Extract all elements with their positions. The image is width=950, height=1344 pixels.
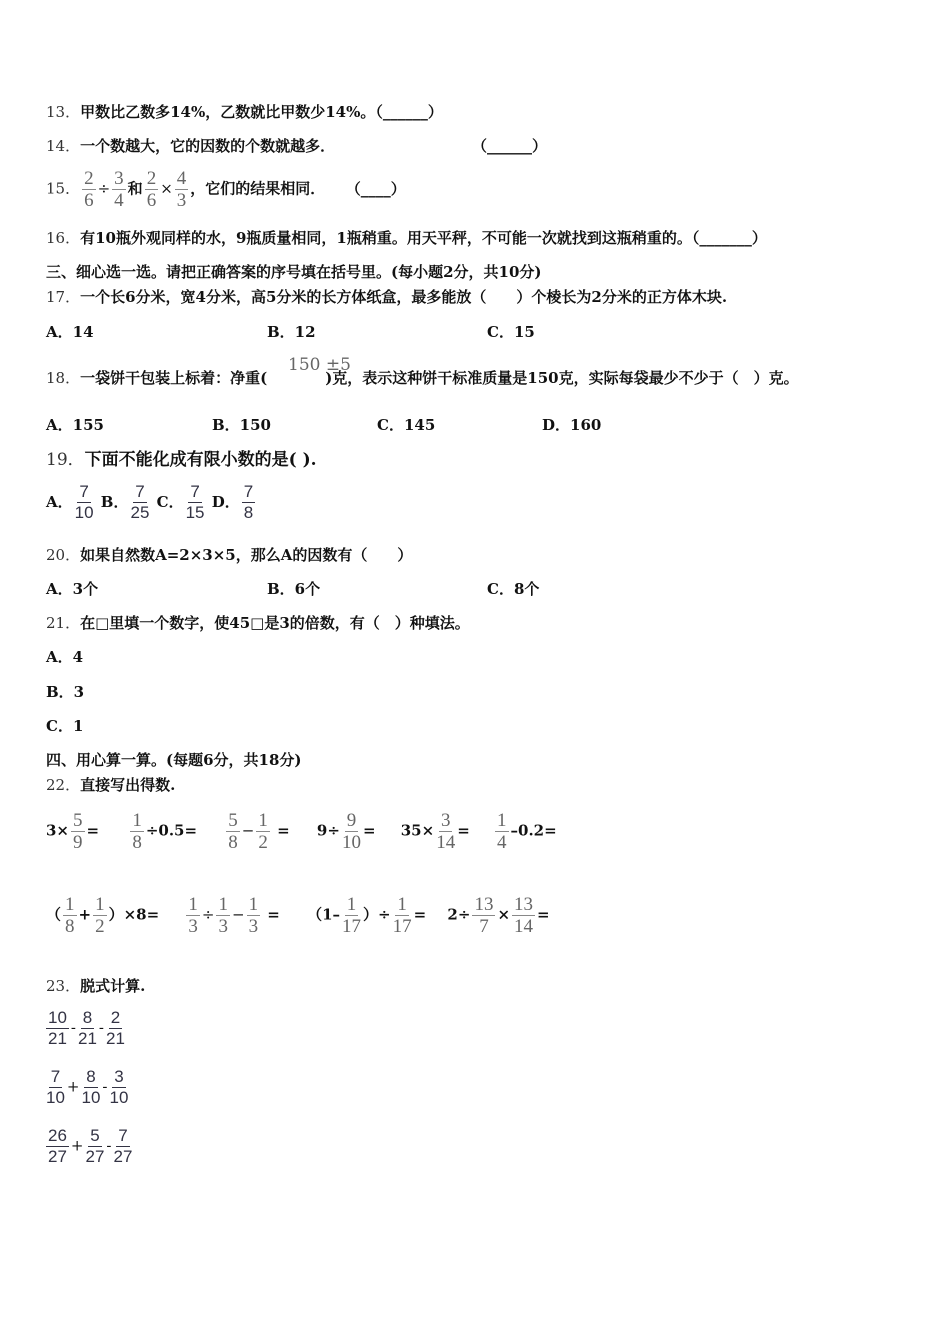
expr-text: 2÷ [447,905,471,924]
numerator: 7 [79,482,89,501]
denominator: 3 [248,916,259,937]
fraction [393,894,412,937]
question-14 [46,136,548,156]
numerator: 5 [228,810,238,831]
expr-text: ÷0.5= [145,821,198,840]
fraction [114,1126,133,1167]
options-19 [46,482,257,523]
denominator: 27 [85,1147,105,1166]
numerator: 8 [82,1008,93,1027]
fraction [175,168,189,211]
question-15 [46,168,406,211]
numerator: 4 [176,168,187,189]
question-13 [46,102,443,122]
numerator: 1 [218,894,228,915]
question-text: 有10瓶外观同样的水，9瓶质量相同，1瓶稍重。用天平秤，不可能一次就找到这瓶稍重的。（_______） [80,229,767,247]
numerator: 10 [48,1008,67,1027]
question-18 [46,368,799,388]
question-text: 脱式计算. [80,977,146,995]
denominator: 10 [109,1088,129,1107]
fraction [512,894,535,937]
fraction [130,482,149,523]
question-text: 直接写出得数. [80,776,176,794]
fraction [472,894,495,937]
denominator: 8 [228,832,238,853]
fraction [78,1008,97,1049]
expr-text: ）×8= [108,905,160,924]
question-text: 甲数比乙数多14%，乙数就比甲数少14%。（______） [80,103,443,121]
tolerance-value: 150 ±5 [288,355,351,375]
option-d[interactable] [211,482,257,522]
denominator: 4 [497,832,507,853]
fraction [86,1126,105,1167]
fraction [226,810,240,853]
numerator: 5 [90,1126,100,1145]
operator: - [102,1077,108,1096]
denominator: 27 [113,1147,133,1166]
operator: + [70,1136,84,1155]
option-c[interactable]: C．1 [46,717,84,735]
question-text: 在□里填一个数字，使45□是3的倍数，有（ ）种填法。 [80,614,470,632]
question-text: 一个数越大，它的因数的个数就越多． [80,137,336,155]
question-text: )克，表示这种饼干标准质量是150克，实际每袋最少不少于（ ）克。 [325,369,799,387]
question-text: 和 [127,179,143,198]
question-number: 23． [46,977,81,995]
numerator: 1 [95,894,105,915]
section-heading-3: 三、细心选一选。请把正确答案的序号填在括号里。(每小题2分，共10分) [46,263,542,281]
denominator: 3 [176,190,187,211]
question-22 [46,775,175,795]
question-number: 16． [46,229,81,247]
option-a[interactable]: A．4 [46,648,84,666]
numerator: 7 [50,1067,61,1086]
denominator: 21 [106,1029,125,1048]
numerator: 13 [514,894,534,915]
question-21 [46,613,470,633]
denominator: 17 [342,916,362,937]
fraction [216,894,230,937]
denominator: 17 [392,916,412,937]
expression-1 [44,1008,127,1049]
denominator: 8 [243,503,254,522]
numerator: 1 [258,810,268,831]
fraction [110,1067,129,1108]
option-c[interactable]: C．145 [377,416,436,434]
numerator: 7 [243,482,254,501]
denominator: 25 [130,503,150,522]
expr-text: 35× [400,821,435,840]
fraction [256,810,270,853]
expr-text: = [537,905,550,924]
denominator: 15 [185,503,205,522]
denominator: 7 [479,916,489,937]
operator: - [106,1136,112,1155]
expression-3 [44,1126,134,1167]
denominator: 27 [48,1147,67,1166]
question-number: 20． [46,546,81,564]
denominator: 10 [46,1088,65,1107]
option-c[interactable] [156,482,207,522]
numerator: 3 [440,810,451,831]
numerator: 1 [346,894,357,915]
denominator: 14 [436,832,456,853]
question-number: 14． [46,137,81,155]
fraction [186,894,200,937]
option-a[interactable]: A．14 [46,323,94,341]
numerator: 1 [397,894,407,915]
option-d[interactable]: D．160 [542,416,602,434]
question-text: 一个长6分米，宽4分米，高5分米的长方体纸盒，最多能放（ ）个棱长为2分米的正方体木块. [80,288,728,306]
question-16 [46,228,767,248]
fraction [71,810,85,853]
fraction [75,482,94,523]
denominator: 6 [84,190,94,211]
option-label: A． [46,492,73,511]
option-a[interactable] [46,482,96,522]
operator: - [70,1018,76,1037]
question-23 [46,976,145,996]
option-c[interactable]: C．8个 [487,580,540,598]
fraction [46,1008,69,1049]
fraction [93,894,107,937]
numerator: 7 [135,482,145,501]
question-number: 19． [46,450,85,470]
section-heading-4: 四、用心算一算。(每题6分，共18分) [46,751,302,769]
calc-row-1: 3× $\frac{5}{9}$ = $\frac{1}{8}$ ÷0.5= $\frac{5}{8}$ − $\frac{1}{2}$ = 9÷ $\frac{9}{10}$ = 35× $\frac{3}{14}$ = $\frac{1}{4}$ –0.2= [46,810,557,853]
denominator: 4 [114,190,124,211]
numerator: 13 [474,894,494,915]
denominator: 14 [514,916,534,937]
numerator: 2 [84,168,94,189]
question-text: 如果自然数A=2×3×5，那么A的因数有（ ） [80,546,413,564]
denominator: 2 [258,832,268,853]
answer-blank: （____） [353,179,406,198]
question-number: 17． [46,288,81,306]
numerator: 7 [190,482,200,501]
fraction [247,894,261,937]
option-b[interactable]: B．12 [267,323,316,341]
option-b[interactable] [100,482,152,522]
fraction [186,482,205,523]
numerator: 5 [73,810,83,831]
option-label: D． [211,492,240,511]
question-number: 15． [46,179,81,198]
expr-text: ）÷ [363,905,391,924]
numerator: 2 [146,168,157,189]
option-b[interactable]: B．3 [46,683,85,701]
operator: ÷ [97,179,111,198]
numerator: 1 [497,810,507,831]
numerator: 2 [110,1008,121,1027]
question-number: 13． [46,103,81,121]
denominator: 9 [73,832,83,853]
numerator: 1 [132,810,142,831]
expr-text: 9÷ [316,821,340,840]
expr-text: –0.2= [510,821,557,840]
question-text: ，它们的结果相同． [190,179,326,198]
option-label: C． [156,492,184,511]
option-c[interactable]: C．15 [487,323,535,341]
denominator: 21 [78,1029,97,1048]
question-20 [46,545,412,565]
fraction [242,482,255,523]
question-number: 22． [46,776,81,794]
denominator: 3 [188,916,198,937]
fraction [63,894,77,937]
expr-text: （1– [307,905,341,924]
denominator: 2 [95,916,105,937]
numerator: 1 [188,894,198,915]
fraction [82,1067,101,1108]
expression-2 [44,1067,130,1108]
option-a[interactable]: A．155 [46,416,104,434]
denominator: 21 [48,1029,67,1048]
fraction [106,1008,125,1049]
denominator: 8 [65,916,75,937]
fraction [82,168,96,211]
numerator: 3 [114,1067,124,1086]
expr-text: 3× [46,821,70,840]
fraction [495,810,509,853]
option-a[interactable]: A．3个 [46,580,99,598]
denominator: 10 [341,832,361,853]
denominator: 10 [81,1088,101,1107]
numerator: 8 [86,1067,96,1086]
calc-row-2: （ $\frac{1}{8}$ + $\frac{1}{2}$ ）×8= $\frac{1}{3}$ ÷ $\frac{1}{3}$ − $\frac{1}{3}$ = （1– $\frac{1}{17}$ ）÷ $\frac{1}{17}$ = 2÷ $\frac{13}{7}$ × $\frac{13}{14}$ = [46,894,550,937]
fraction [342,810,361,853]
numerator: 7 [118,1126,128,1145]
fraction [342,894,361,937]
denominator: 8 [132,832,142,853]
question-17 [46,287,727,307]
question-number: 21． [46,614,81,632]
operator: × [160,179,173,198]
question-text: 一袋饼干包装上标着：净重( [80,369,268,387]
fraction [112,168,126,211]
fraction [145,168,159,211]
denominator: 6 [146,190,157,211]
option-b[interactable]: B．6个 [267,580,321,598]
fraction [130,810,144,853]
expr-text: = [277,821,290,840]
numerator: 3 [114,168,124,189]
question-number: 18． [46,369,81,387]
answer-blank: （______） [472,137,548,155]
option-b[interactable]: B．150 [212,416,271,434]
fraction [436,810,455,853]
numerator: 1 [65,894,75,915]
fraction [46,1067,65,1108]
operator: + [66,1077,80,1096]
operator: - [98,1018,104,1037]
denominator: 10 [74,503,94,522]
question-text: 下面不能化成有限小数的是( ). [84,450,317,470]
numerator: 1 [248,894,259,915]
expr-text: （ [46,905,62,924]
denominator: 3 [218,916,228,937]
numerator: 26 [48,1126,67,1145]
fraction [46,1126,69,1167]
option-label: B． [100,492,129,511]
question-19 [46,450,317,470]
numerator: 9 [346,810,357,831]
